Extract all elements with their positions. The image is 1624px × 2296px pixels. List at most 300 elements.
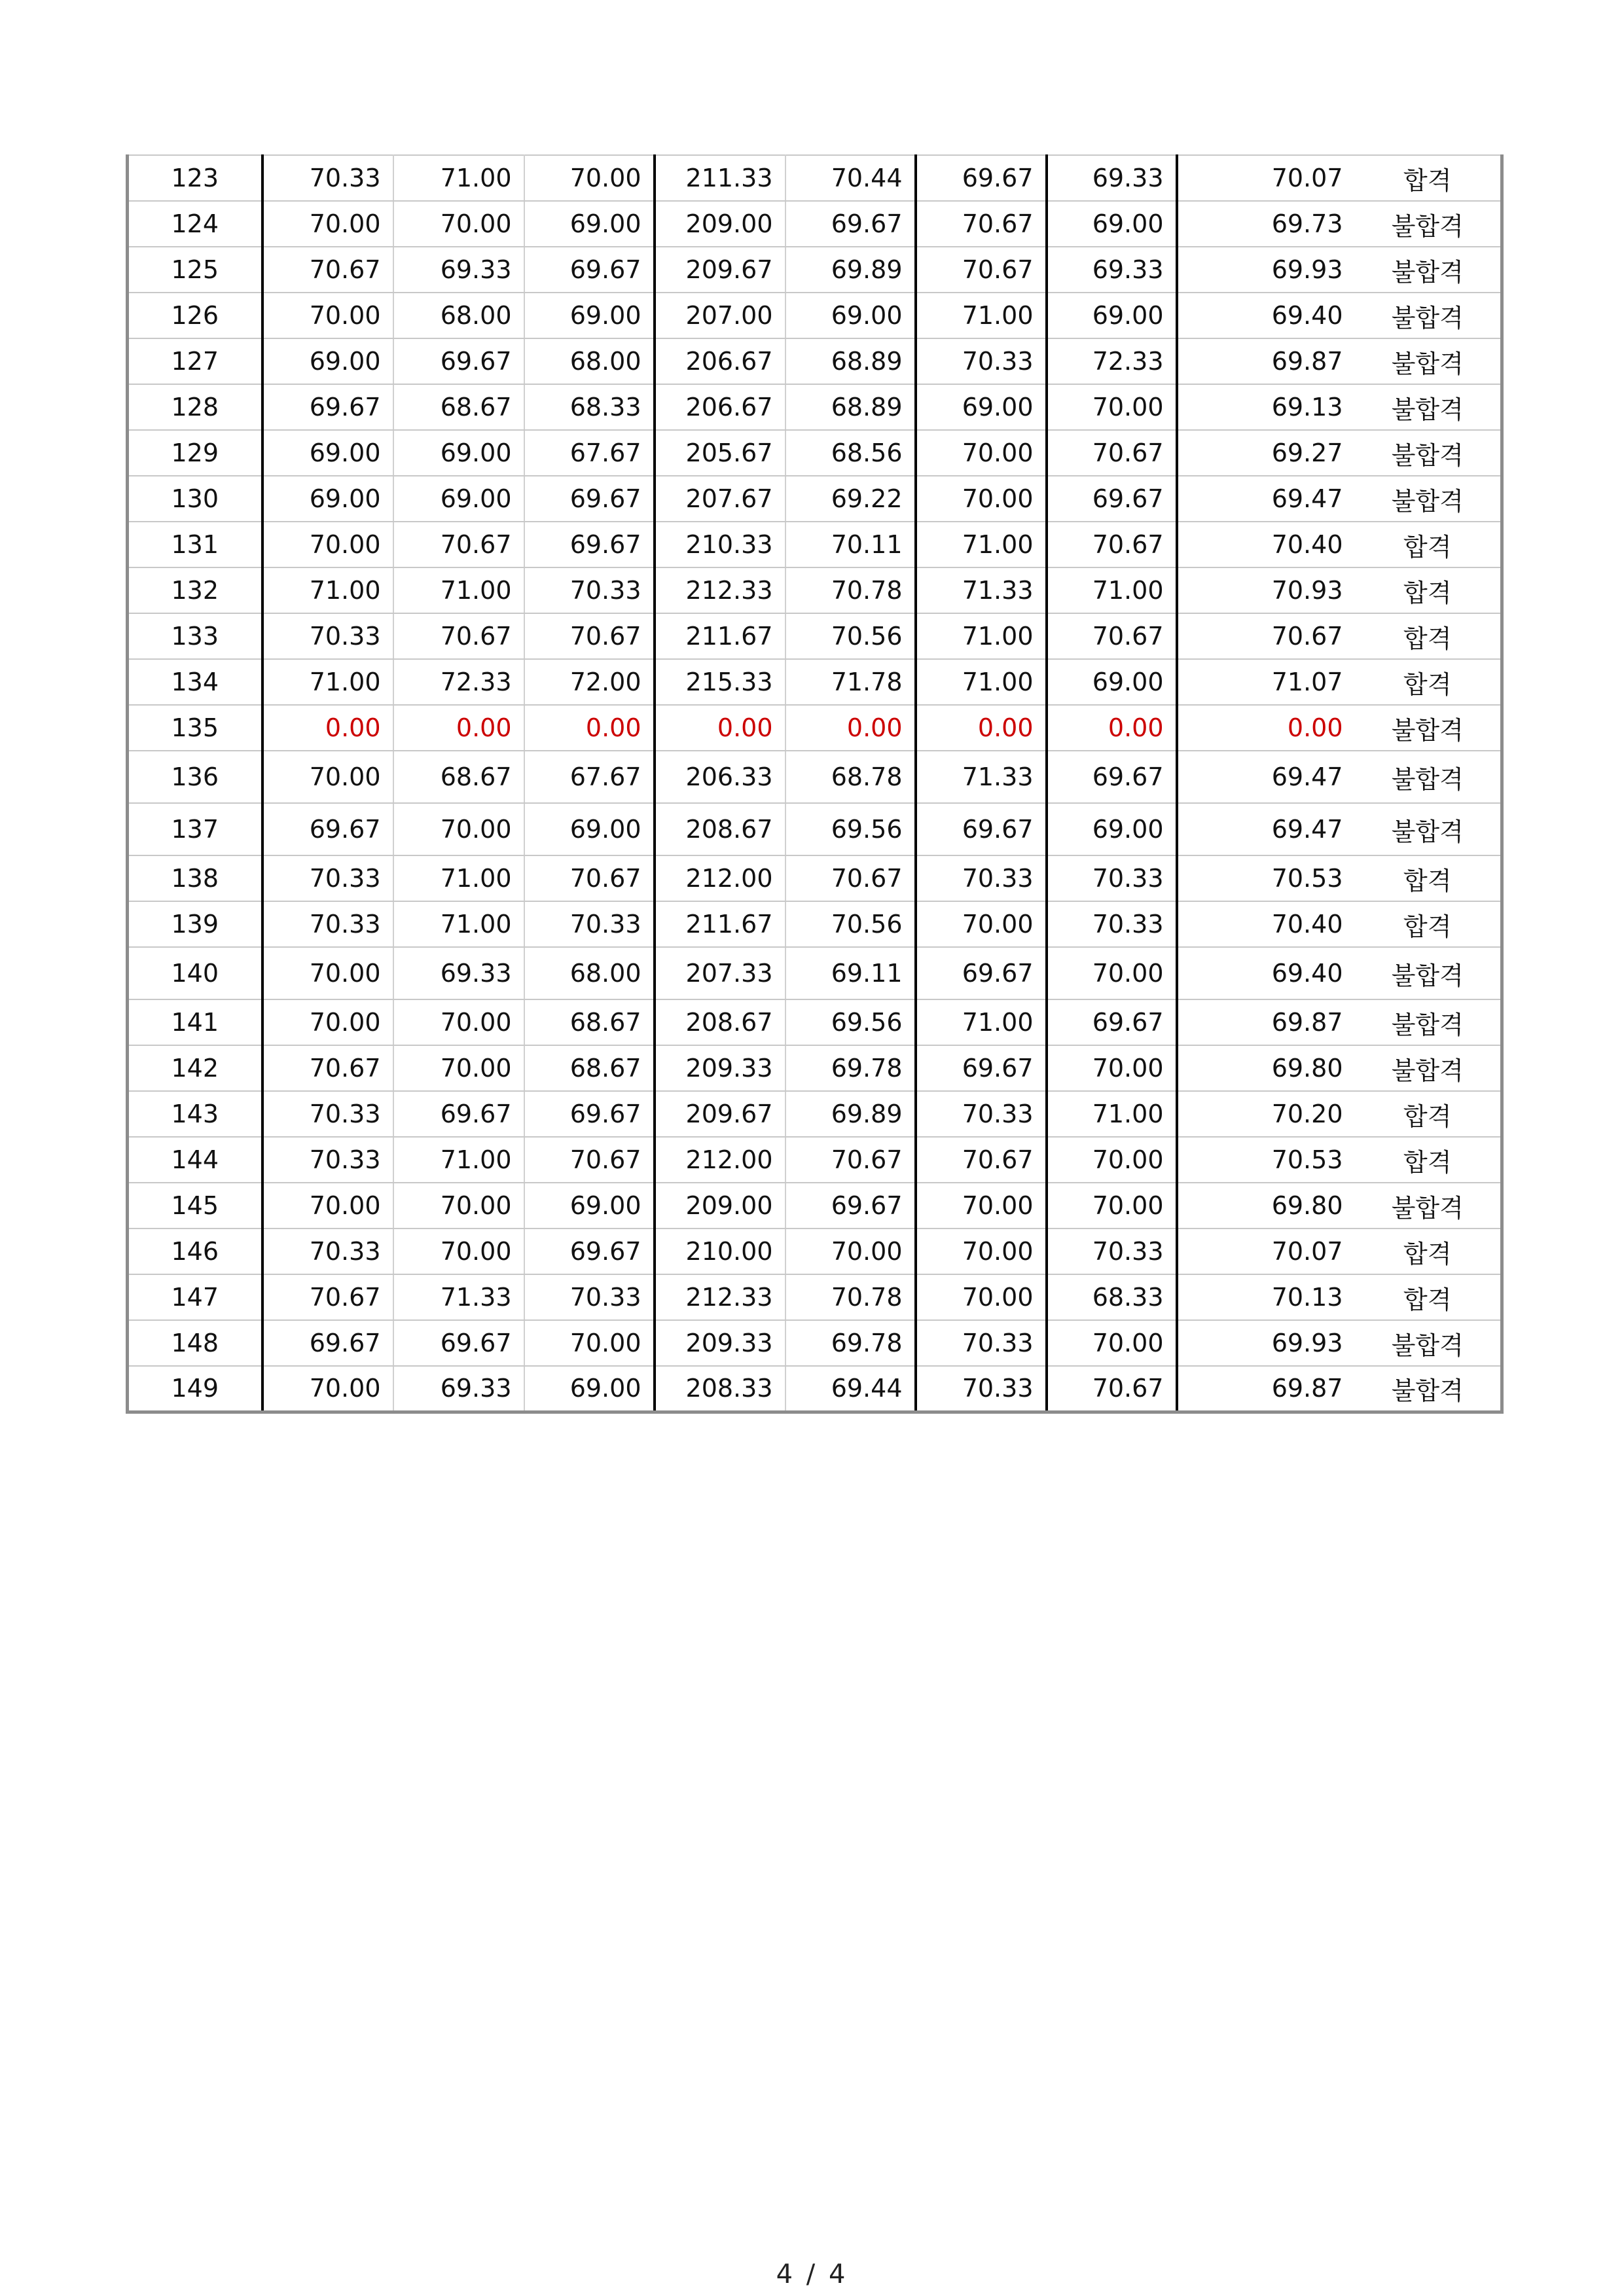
row-id-cell: 140	[128, 947, 262, 999]
score-cell: 70.00	[785, 1229, 916, 1274]
row-id-cell: 141	[128, 999, 262, 1045]
score-cell: 71.00	[916, 293, 1047, 338]
score-cell: 69.56	[785, 803, 916, 855]
table-row	[128, 999, 1502, 1045]
row-id-cell: 123	[128, 155, 262, 201]
score-cell: 209.00	[655, 201, 785, 247]
score-cell: 70.00	[262, 522, 393, 567]
score-cell: 70.40	[1177, 901, 1355, 947]
score-cell: 69.73	[1177, 201, 1355, 247]
score-cell: 70.67	[785, 1137, 916, 1183]
result-cell: 불합격	[1355, 947, 1502, 999]
score-cell: 70.00	[1047, 384, 1177, 430]
score-cell: 69.00	[393, 430, 524, 476]
result-cell: 불합격	[1355, 476, 1502, 522]
score-cell: 68.89	[785, 338, 916, 384]
score-cell: 70.00	[262, 751, 393, 803]
score-cell: 69.33	[393, 947, 524, 999]
score-cell: 69.67	[1047, 476, 1177, 522]
score-cell: 69.00	[916, 384, 1047, 430]
score-cell: 70.33	[262, 613, 393, 659]
result-cell: 합격	[1355, 1137, 1502, 1183]
table-row	[128, 567, 1502, 613]
row-id-cell: 125	[128, 247, 262, 293]
table-row	[128, 947, 1502, 999]
score-cell: 71.78	[785, 659, 916, 705]
score-cell: 69.87	[1177, 999, 1355, 1045]
score-cell: 70.67	[916, 1137, 1047, 1183]
score-cell: 69.67	[393, 1091, 524, 1137]
score-cell: 206.33	[655, 751, 785, 803]
score-cell: 69.00	[1047, 803, 1177, 855]
score-cell: 205.67	[655, 430, 785, 476]
row-id-cell: 139	[128, 901, 262, 947]
row-id-cell: 138	[128, 855, 262, 901]
table-row	[128, 803, 1502, 855]
row-id-cell: 148	[128, 1320, 262, 1366]
row-id-cell: 126	[128, 293, 262, 338]
table-row	[128, 1320, 1502, 1366]
score-cell: 207.00	[655, 293, 785, 338]
score-cell: 69.67	[916, 1045, 1047, 1091]
score-cell: 69.89	[785, 247, 916, 293]
row-id-cell: 135	[128, 705, 262, 751]
score-cell: 208.33	[655, 1366, 785, 1412]
score-cell: 69.00	[524, 1183, 655, 1229]
page-number: 4 / 4	[776, 2259, 848, 2289]
result-cell: 합격	[1355, 659, 1502, 705]
score-cell: 70.00	[916, 1183, 1047, 1229]
score-cell: 70.67	[1047, 430, 1177, 476]
table-row	[128, 751, 1502, 803]
result-cell: 합격	[1355, 855, 1502, 901]
score-cell: 70.00	[262, 293, 393, 338]
score-cell: 71.33	[916, 751, 1047, 803]
score-cell: 71.00	[262, 659, 393, 705]
score-cell: 70.67	[524, 855, 655, 901]
row-id-cell: 143	[128, 1091, 262, 1137]
score-cell: 70.67	[1047, 522, 1177, 567]
score-cell: 67.67	[524, 751, 655, 803]
row-id-cell: 146	[128, 1229, 262, 1274]
score-cell: 68.33	[1047, 1274, 1177, 1320]
table-row	[128, 1183, 1502, 1229]
table-row	[128, 1137, 1502, 1183]
score-cell: 70.33	[916, 1320, 1047, 1366]
score-cell: 70.00	[916, 476, 1047, 522]
table-row	[128, 384, 1502, 430]
score-cell: 70.33	[916, 338, 1047, 384]
score-cell: 209.00	[655, 1183, 785, 1229]
score-cell: 69.00	[524, 1366, 655, 1412]
score-cell: 70.00	[524, 155, 655, 201]
score-cell: 71.33	[916, 567, 1047, 613]
score-cell: 71.00	[393, 855, 524, 901]
table-row	[128, 705, 1502, 751]
score-cell: 70.00	[262, 201, 393, 247]
score-cell: 69.80	[1177, 1045, 1355, 1091]
result-cell: 합격	[1355, 155, 1502, 201]
result-cell: 불합격	[1355, 1366, 1502, 1412]
score-cell: 70.67	[916, 247, 1047, 293]
score-cell: 70.33	[916, 855, 1047, 901]
score-cell: 69.11	[785, 947, 916, 999]
score-cell: 70.00	[1047, 947, 1177, 999]
score-cell: 69.87	[1177, 338, 1355, 384]
table-row	[128, 1366, 1502, 1412]
score-cell: 70.33	[1047, 901, 1177, 947]
score-cell: 69.00	[785, 293, 916, 338]
table-row	[128, 155, 1502, 201]
score-cell: 71.00	[393, 1137, 524, 1183]
score-cell: 69.93	[1177, 1320, 1355, 1366]
row-id-cell: 124	[128, 201, 262, 247]
row-id-cell: 130	[128, 476, 262, 522]
score-cell: 211.67	[655, 613, 785, 659]
score-cell: 69.00	[1047, 201, 1177, 247]
score-cell: 70.44	[785, 155, 916, 201]
score-cell: 70.00	[1047, 1137, 1177, 1183]
score-cell: 70.67	[916, 201, 1047, 247]
score-cell: 70.78	[785, 567, 916, 613]
score-cell: 70.00	[1047, 1320, 1177, 1366]
score-cell: 0.00	[916, 705, 1047, 751]
score-cell: 215.33	[655, 659, 785, 705]
score-cell: 70.33	[916, 1091, 1047, 1137]
score-cell: 69.00	[524, 201, 655, 247]
score-cell: 69.47	[1177, 751, 1355, 803]
result-cell: 불합격	[1355, 338, 1502, 384]
score-cell: 72.33	[393, 659, 524, 705]
table-row	[128, 430, 1502, 476]
score-cell: 70.33	[916, 1366, 1047, 1412]
score-cell: 0.00	[524, 705, 655, 751]
score-cell: 0.00	[262, 705, 393, 751]
score-cell: 70.00	[524, 1320, 655, 1366]
table-row	[128, 201, 1502, 247]
table-row	[128, 1091, 1502, 1137]
result-cell: 합격	[1355, 1091, 1502, 1137]
score-cell: 69.00	[262, 476, 393, 522]
score-cell: 69.67	[393, 338, 524, 384]
table-row	[128, 522, 1502, 567]
score-cell: 69.78	[785, 1045, 916, 1091]
score-cell: 70.40	[1177, 522, 1355, 567]
score-cell: 71.33	[393, 1274, 524, 1320]
score-cell: 70.00	[916, 1229, 1047, 1274]
score-cell: 69.13	[1177, 384, 1355, 430]
result-cell: 합격	[1355, 1229, 1502, 1274]
result-cell: 불합격	[1355, 201, 1502, 247]
score-cell: 70.67	[524, 1137, 655, 1183]
result-cell: 불합격	[1355, 1320, 1502, 1366]
score-cell: 70.33	[262, 901, 393, 947]
result-cell: 불합격	[1355, 999, 1502, 1045]
score-cell: 71.00	[916, 999, 1047, 1045]
result-cell: 합격	[1355, 1274, 1502, 1320]
score-cell: 70.00	[393, 999, 524, 1045]
score-cell: 71.07	[1177, 659, 1355, 705]
score-cell: 70.33	[524, 567, 655, 613]
score-cell: 212.33	[655, 567, 785, 613]
score-cell: 70.07	[1177, 1229, 1355, 1274]
score-cell: 0.00	[655, 705, 785, 751]
score-cell: 70.00	[1047, 1045, 1177, 1091]
score-cell: 70.07	[1177, 155, 1355, 201]
row-id-cell: 149	[128, 1366, 262, 1412]
score-cell: 69.67	[785, 1183, 916, 1229]
score-cell: 68.89	[785, 384, 916, 430]
table-row	[128, 659, 1502, 705]
row-id-cell: 142	[128, 1045, 262, 1091]
score-cell: 69.00	[393, 476, 524, 522]
score-cell: 70.56	[785, 901, 916, 947]
score-cell: 69.33	[393, 247, 524, 293]
score-cell: 70.56	[785, 613, 916, 659]
score-cell: 69.78	[785, 1320, 916, 1366]
score-cell: 0.00	[785, 705, 916, 751]
score-cell: 212.00	[655, 855, 785, 901]
score-cell: 69.33	[1047, 247, 1177, 293]
score-cell: 71.00	[916, 613, 1047, 659]
score-cell: 69.67	[524, 1091, 655, 1137]
score-cell: 69.22	[785, 476, 916, 522]
score-cell: 207.67	[655, 476, 785, 522]
score-cell: 70.00	[916, 430, 1047, 476]
score-cell: 71.00	[393, 901, 524, 947]
score-cell: 211.67	[655, 901, 785, 947]
score-cell: 70.33	[1047, 1229, 1177, 1274]
score-cell: 0.00	[1177, 705, 1355, 751]
score-cell: 70.00	[393, 803, 524, 855]
score-cell: 70.67	[262, 1274, 393, 1320]
score-cell: 70.67	[524, 613, 655, 659]
table-row	[128, 338, 1502, 384]
score-cell: 69.00	[1047, 293, 1177, 338]
score-cell: 71.00	[1047, 1091, 1177, 1137]
score-cell: 68.67	[524, 999, 655, 1045]
score-cell: 209.67	[655, 247, 785, 293]
score-cell: 69.67	[524, 522, 655, 567]
score-cell: 69.40	[1177, 947, 1355, 999]
score-cell: 69.93	[1177, 247, 1355, 293]
score-cell: 69.89	[785, 1091, 916, 1137]
score-cell: 69.67	[916, 947, 1047, 999]
score-cell: 69.67	[1047, 751, 1177, 803]
score-cell: 70.33	[262, 1229, 393, 1274]
result-cell: 합격	[1355, 901, 1502, 947]
result-cell: 불합격	[1355, 705, 1502, 751]
row-id-cell: 136	[128, 751, 262, 803]
score-cell: 68.67	[524, 1045, 655, 1091]
table-row	[128, 1045, 1502, 1091]
score-cell: 70.53	[1177, 1137, 1355, 1183]
score-table-body	[128, 155, 1502, 1412]
result-cell: 합격	[1355, 522, 1502, 567]
score-cell: 69.47	[1177, 476, 1355, 522]
score-cell: 70.33	[524, 901, 655, 947]
score-cell: 71.00	[916, 522, 1047, 567]
score-cell: 68.00	[524, 947, 655, 999]
score-cell: 69.67	[1047, 999, 1177, 1045]
score-cell: 206.67	[655, 384, 785, 430]
row-id-cell: 134	[128, 659, 262, 705]
score-cell: 70.00	[1047, 1183, 1177, 1229]
score-cell: 71.00	[916, 659, 1047, 705]
score-cell: 68.67	[393, 384, 524, 430]
score-cell: 72.00	[524, 659, 655, 705]
score-cell: 208.67	[655, 803, 785, 855]
score-cell: 71.00	[262, 567, 393, 613]
table-row	[128, 613, 1502, 659]
score-cell: 69.67	[262, 384, 393, 430]
score-cell: 70.33	[262, 855, 393, 901]
score-cell: 69.33	[393, 1366, 524, 1412]
score-cell: 68.00	[393, 293, 524, 338]
score-cell: 71.00	[393, 567, 524, 613]
result-cell: 합격	[1355, 613, 1502, 659]
score-cell: 70.67	[1047, 1366, 1177, 1412]
score-cell: 69.87	[1177, 1366, 1355, 1412]
table-row	[128, 293, 1502, 338]
score-cell: 69.00	[262, 338, 393, 384]
score-cell: 0.00	[1047, 705, 1177, 751]
score-cell: 206.67	[655, 338, 785, 384]
score-cell: 68.67	[393, 751, 524, 803]
row-id-cell: 129	[128, 430, 262, 476]
score-cell: 70.67	[1047, 613, 1177, 659]
table-row	[128, 901, 1502, 947]
score-cell: 69.67	[262, 1320, 393, 1366]
score-cell: 70.67	[262, 247, 393, 293]
score-cell: 71.00	[1047, 567, 1177, 613]
score-cell: 68.00	[524, 338, 655, 384]
score-cell: 69.67	[524, 247, 655, 293]
score-cell: 70.53	[1177, 855, 1355, 901]
score-cell: 69.67	[393, 1320, 524, 1366]
row-id-cell: 131	[128, 522, 262, 567]
result-cell: 불합격	[1355, 751, 1502, 803]
score-cell: 211.33	[655, 155, 785, 201]
score-cell: 70.00	[262, 947, 393, 999]
score-cell: 69.44	[785, 1366, 916, 1412]
score-cell: 70.67	[785, 855, 916, 901]
score-cell: 209.33	[655, 1045, 785, 1091]
table-row	[128, 1229, 1502, 1274]
result-cell: 불합격	[1355, 293, 1502, 338]
table-row	[128, 1274, 1502, 1320]
score-cell: 209.67	[655, 1091, 785, 1137]
score-cell: 212.00	[655, 1137, 785, 1183]
score-cell: 70.67	[393, 522, 524, 567]
score-cell: 69.00	[1047, 659, 1177, 705]
score-cell: 209.33	[655, 1320, 785, 1366]
score-cell: 70.93	[1177, 567, 1355, 613]
score-cell: 71.00	[393, 155, 524, 201]
score-cell: 68.56	[785, 430, 916, 476]
score-cell: 70.00	[393, 1183, 524, 1229]
result-cell: 불합격	[1355, 430, 1502, 476]
score-cell: 70.13	[1177, 1274, 1355, 1320]
score-cell: 70.20	[1177, 1091, 1355, 1137]
score-cell: 70.67	[262, 1045, 393, 1091]
result-cell: 불합격	[1355, 1045, 1502, 1091]
table-row	[128, 855, 1502, 901]
score-cell: 207.33	[655, 947, 785, 999]
score-cell: 70.33	[1047, 855, 1177, 901]
score-cell: 70.78	[785, 1274, 916, 1320]
score-cell: 72.33	[1047, 338, 1177, 384]
score-cell: 70.33	[524, 1274, 655, 1320]
score-cell: 70.11	[785, 522, 916, 567]
score-cell: 210.33	[655, 522, 785, 567]
score-cell: 69.67	[785, 201, 916, 247]
score-cell: 69.67	[262, 803, 393, 855]
score-cell: 70.33	[262, 1091, 393, 1137]
score-cell: 70.33	[262, 1137, 393, 1183]
score-cell: 69.27	[1177, 430, 1355, 476]
result-cell: 불합격	[1355, 384, 1502, 430]
table-row	[128, 247, 1502, 293]
result-cell: 불합격	[1355, 803, 1502, 855]
score-cell: 208.67	[655, 999, 785, 1045]
score-cell: 69.67	[916, 803, 1047, 855]
row-id-cell: 128	[128, 384, 262, 430]
score-cell: 0.00	[393, 705, 524, 751]
score-cell: 70.00	[393, 1229, 524, 1274]
score-cell: 70.00	[262, 999, 393, 1045]
score-cell: 70.00	[262, 1366, 393, 1412]
score-cell: 70.00	[262, 1183, 393, 1229]
score-cell: 70.33	[262, 155, 393, 201]
score-cell: 69.47	[1177, 803, 1355, 855]
score-cell: 70.00	[393, 1045, 524, 1091]
score-cell: 69.00	[524, 803, 655, 855]
row-id-cell: 127	[128, 338, 262, 384]
score-cell: 70.00	[393, 201, 524, 247]
score-cell: 210.00	[655, 1229, 785, 1274]
score-table	[126, 154, 1504, 1414]
score-cell: 212.33	[655, 1274, 785, 1320]
score-cell: 69.80	[1177, 1183, 1355, 1229]
score-cell: 70.67	[393, 613, 524, 659]
score-cell: 69.00	[262, 430, 393, 476]
score-cell: 70.00	[916, 901, 1047, 947]
table-row	[128, 476, 1502, 522]
row-id-cell: 145	[128, 1183, 262, 1229]
row-id-cell: 147	[128, 1274, 262, 1320]
score-cell: 69.56	[785, 999, 916, 1045]
score-cell: 69.67	[524, 1229, 655, 1274]
result-cell: 합격	[1355, 567, 1502, 613]
score-cell: 68.78	[785, 751, 916, 803]
score-cell: 69.00	[524, 293, 655, 338]
score-cell: 67.67	[524, 430, 655, 476]
result-cell: 불합격	[1355, 1183, 1502, 1229]
score-cell: 69.67	[916, 155, 1047, 201]
row-id-cell: 133	[128, 613, 262, 659]
score-cell: 70.00	[916, 1274, 1047, 1320]
score-cell: 69.40	[1177, 293, 1355, 338]
score-cell: 68.33	[524, 384, 655, 430]
score-cell: 69.33	[1047, 155, 1177, 201]
row-id-cell: 137	[128, 803, 262, 855]
score-cell: 69.67	[524, 476, 655, 522]
score-cell: 70.67	[1177, 613, 1355, 659]
result-cell: 불합격	[1355, 247, 1502, 293]
row-id-cell: 132	[128, 567, 262, 613]
row-id-cell: 144	[128, 1137, 262, 1183]
